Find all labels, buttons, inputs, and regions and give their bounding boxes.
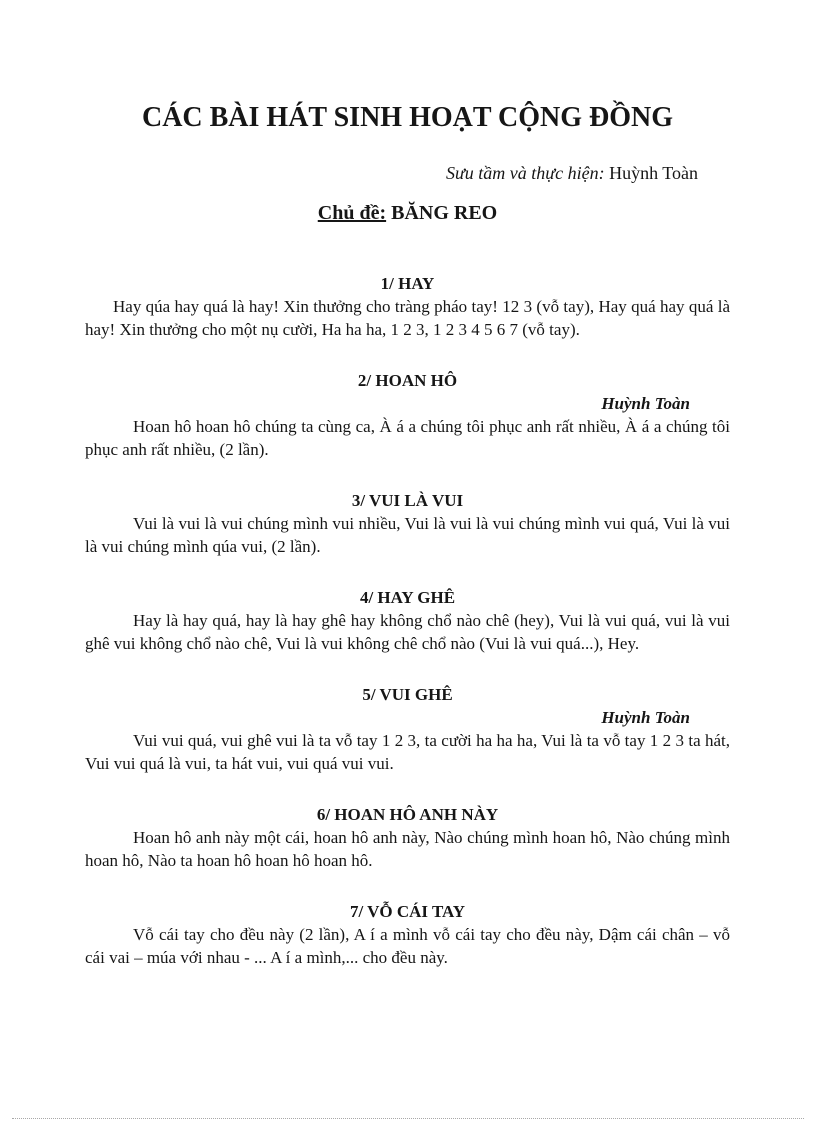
byline-label: Sưu tầm và thực hiện:	[445, 163, 605, 183]
song-lyrics: Vui là vui là vui chúng mình vui nhiều, Vui là vui là vui chúng mình vui quá, Vui là vui là vui chúng mình qúa vui, (2 lần).	[85, 514, 730, 556]
document-content	[0, 98, 816, 969]
document-title: CÁC BÀI HÁT SINH HOẠT CỘNG ĐỒNG	[141, 102, 674, 133]
song-lyrics: Hay qúa hay quá là hay! Xin thưởng cho tràng pháo tay! 12 3 (vỗ tay), Hay quá hay quá là hay! Xin thưởng cho một nụ cười, Ha ha ha, 1 2 3, 1 2 3 4 5 6 7 (vỗ tay).	[85, 297, 730, 339]
song-section-4	[85, 586, 730, 655]
song-heading: 1/ HAY	[380, 274, 435, 293]
topic-value: BĂNG REO	[391, 202, 498, 224]
song-heading: 4/ HAY GHÊ	[359, 588, 456, 607]
song-section-6	[85, 803, 730, 872]
song-lyrics: Hay là hay quá, hay là hay ghê hay không chổ nào chê (hey), Vui là vui quá, vui là vui ghê vui không chổ nào chê, Vui là vui không chê chổ nào (Vui là vui quá...), Hey.	[85, 611, 730, 653]
topic-label: Chủ đề:	[317, 202, 387, 224]
song-lyrics: Hoan hô anh này một cái, hoan hô anh này, Nào chúng mình hoan hô, Nào chúng mình hoan hô, Nào ta hoan hô hoan hô hoan hô.	[85, 828, 730, 870]
song-lyrics: Vỗ cái tay cho đều này (2 lần), A í a mình vỗ cái tay cho đều này, Dậm cái chân – vỗ cái vai – múa với nhau - ... A í a mình,... cho đều này.	[85, 925, 730, 967]
song-lyrics: Vui vui quá, vui ghê vui là ta vỗ tay 1 2 3, ta cười ha ha ha, Vui là ta vỗ tay 1 2 3 ta hát, Vui vui quá là vui, ta hát vui, vui quá vui vui.	[85, 731, 730, 773]
byline-name: Huỳnh Toàn	[609, 163, 698, 183]
song-heading: 2/ HOAN HÔ	[357, 371, 458, 390]
song-heading: 3/ VUI LÀ VUI	[351, 491, 464, 510]
byline	[85, 162, 730, 184]
topic-line	[85, 200, 730, 226]
song-section-1	[85, 272, 730, 341]
song-author: Huỳnh Toàn	[601, 708, 690, 727]
song-lyrics: Hoan hô hoan hô chúng ta cùng ca, À á a chúng tôi phục anh rất nhiều, À á a chúng tôi phục anh rất nhiều, (2 lần).	[85, 417, 730, 459]
page-bottom-edge	[12, 1118, 804, 1119]
song-section-2	[85, 369, 730, 461]
song-section-5	[85, 683, 730, 775]
song-heading: 6/ HOAN HÔ ANH NÀY	[316, 805, 499, 824]
song-section-7	[85, 900, 730, 969]
song-heading: 5/ VUI GHÊ	[362, 685, 453, 704]
song-author: Huỳnh Toàn	[601, 394, 690, 413]
song-section-3	[85, 489, 730, 558]
song-heading: 7/ VỖ CÁI TAY	[349, 902, 466, 921]
